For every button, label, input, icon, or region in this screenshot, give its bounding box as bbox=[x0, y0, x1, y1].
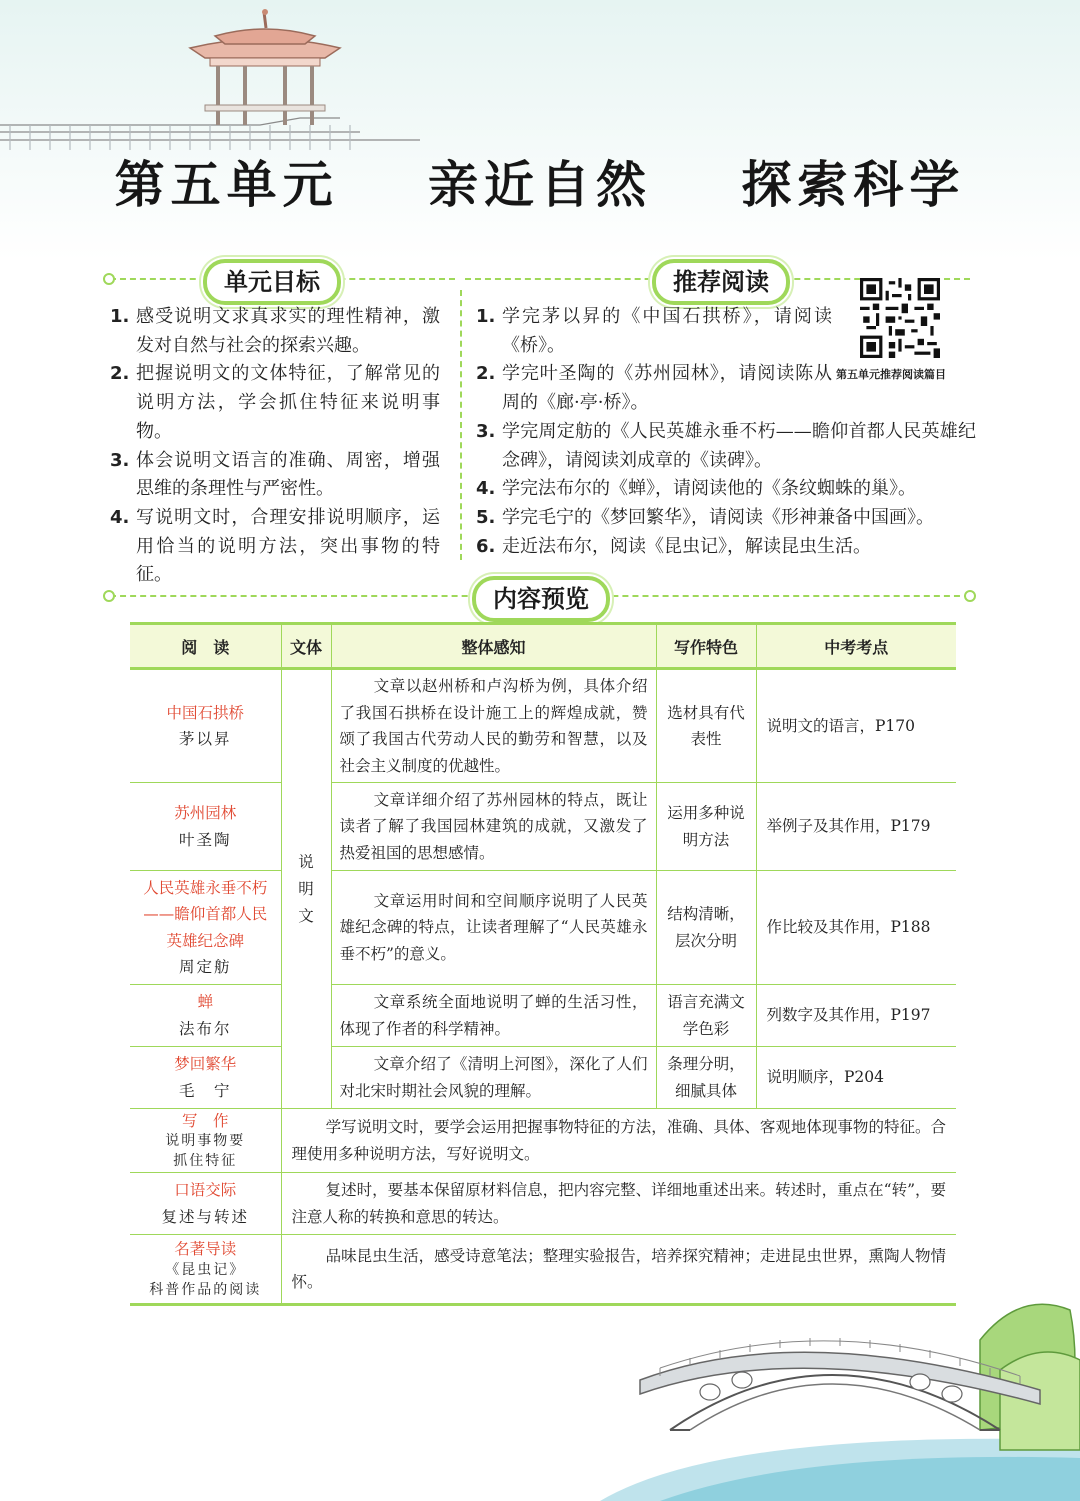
table-row bbox=[130, 783, 956, 871]
unit-theme-1: 亲近自然 bbox=[428, 156, 652, 214]
feature-cell: 选材具有代表性 bbox=[656, 669, 756, 783]
feature-cell: 结构清晰，层次分明 bbox=[656, 871, 756, 985]
table-row bbox=[130, 871, 956, 985]
feature-cell: 条理分明，细腻具体 bbox=[656, 1047, 756, 1109]
classics-desc-cell: 品味昆虫生活，感受诗意笔法；整理实验报告，培养探究精神；走进昆虫世界，熏陶人物情怀。 bbox=[281, 1235, 956, 1305]
overview-cell: 文章以赵州桥和卢沟桥为例，具体介绍了我国石拱桥在设计施工上的辉煌成就，赞颂了我国古代劳动人民的勤劳和智慧，以及社会主义制度的优越性。 bbox=[331, 669, 656, 783]
reading-item: 5. 学完毛宁的《梦回繁华》，请阅读《形神兼备中国画》。 bbox=[476, 506, 934, 528]
feature-cell: 语言充满文学色彩 bbox=[656, 985, 756, 1047]
goals-list bbox=[110, 303, 440, 590]
goal-item: 2. 把握说明文的文体特征，了解常见的说明方法，学会抓住特征来说明事物。 bbox=[110, 363, 440, 442]
frame-dot bbox=[103, 590, 115, 602]
reading-cell: 苏州园林 叶圣陶 bbox=[130, 783, 281, 871]
frame-dot bbox=[964, 590, 976, 602]
unit-number: 第五单元 bbox=[114, 156, 339, 214]
content-preview-table bbox=[130, 622, 956, 1306]
frame-dot bbox=[103, 273, 115, 285]
speaking-desc-cell: 复述时，要基本保留原材料信息，把内容完整、详细地重述出来。转述时，重点在“转”，要注意人称的转换和意思的转达。 bbox=[281, 1173, 956, 1235]
writing-cell: 写 作 说明事物要 抓住特征 bbox=[130, 1109, 281, 1173]
reading-item: 4. 学完法布尔的《蝉》，请阅读他的《条纹蜘蛛的巢》。 bbox=[476, 478, 916, 500]
header-exam-points: 中考考点 bbox=[756, 624, 956, 669]
qr-caption: 第五单元推荐阅读篇目 bbox=[836, 368, 946, 381]
header-genre: 文体 bbox=[281, 624, 331, 669]
exam-point-cell: 列数字及其作用，P197 bbox=[756, 985, 956, 1047]
table-row bbox=[130, 985, 956, 1047]
header-reading: 阅 读 bbox=[130, 624, 281, 669]
reading-cell: 梦回繁华 毛 宁 bbox=[130, 1047, 281, 1109]
preview-section-label: 内容预览 bbox=[472, 576, 610, 622]
reading-item: 6. 走近法布尔，阅读《昆虫记》，解读昆虫生活。 bbox=[476, 535, 871, 557]
goals-section-label: 单元目标 bbox=[203, 259, 341, 305]
writing-desc-cell: 学写说明文时，要学会运用把握事物特征的方法，准确、具体、客观地体现事物的特征。合理使用多种说明方法，写好说明文。 bbox=[281, 1109, 956, 1173]
stone-bridge-illustration bbox=[600, 1280, 1080, 1501]
table-row bbox=[130, 1109, 956, 1173]
exam-point-cell: 说明文的语言，P170 bbox=[756, 669, 956, 783]
unit-title bbox=[0, 145, 1080, 217]
reading-cell: 蝉 法布尔 bbox=[130, 985, 281, 1047]
reading-section-label: 推荐阅读 bbox=[652, 259, 790, 305]
reading-item: 2. 学完叶圣陶的《苏州园林》，请阅读陈从周的《廊·亭·桥》。 bbox=[476, 363, 832, 414]
exam-point-cell: 作比较及其作用，P188 bbox=[756, 871, 956, 985]
goal-item: 1. 感受说明文求真求实的理性精神，激发对自然与社会的探索兴趣。 bbox=[110, 306, 440, 356]
overview-cell: 文章详细介绍了苏州园林的特点，既让读者了解了我国园林建筑的成就，又激发了热爱祖国的思想感情。 bbox=[331, 783, 656, 871]
table-row bbox=[130, 1047, 956, 1109]
exam-point-cell: 说明顺序，P204 bbox=[756, 1047, 956, 1109]
unit-theme-2: 探索科学 bbox=[741, 156, 966, 214]
header-features: 写作特色 bbox=[656, 624, 756, 669]
feature-cell: 运用多种说明方法 bbox=[656, 783, 756, 871]
reading-cell: 中国石拱桥 茅以昇 bbox=[130, 669, 281, 783]
overview-cell: 文章运用时间和空间顺序说明了人民英雄纪念碑的特点，让读者理解了“人民英雄永垂不朽”的意义。 bbox=[331, 871, 656, 985]
classics-cell: 名著导读 《昆虫记》 科普作品的阅读 bbox=[130, 1235, 281, 1305]
speaking-cell: 口语交际 复述与转述 bbox=[130, 1173, 281, 1235]
reading-item: 1. 学完茅以昇的《中国石拱桥》，请阅读《桥》。 bbox=[476, 306, 832, 356]
reading-cell: 人民英雄永垂不朽——瞻仰首都人民英雄纪念碑 周定舫 bbox=[130, 871, 281, 985]
reading-item: 3. 学完周定舫的《人民英雄永垂不朽——瞻仰首都人民英雄纪念碑》，请阅读刘成章的《读碑》。 bbox=[476, 420, 976, 471]
overview-cell: 文章介绍了《清明上河图》，深化了人们对北宋时期社会风貌的理解。 bbox=[331, 1047, 656, 1109]
exam-point-cell: 举例子及其作用，P179 bbox=[756, 783, 956, 871]
qr-code-icon[interactable] bbox=[860, 278, 940, 358]
table-header-row bbox=[130, 624, 956, 669]
overview-cell: 文章系统全面地说明了蝉的生活习性，体现了作者的科学精神。 bbox=[331, 985, 656, 1047]
table-row bbox=[130, 1173, 956, 1235]
table-row bbox=[130, 669, 956, 783]
section-divider bbox=[460, 290, 462, 560]
goal-item: 3. 体会说明文语言的准确、周密，增强思维的条理性与严密性。 bbox=[110, 449, 440, 500]
genre-cell: 说 明 文 bbox=[281, 669, 331, 1109]
goal-item: 4. 写说明文时，合理安排说明顺序，运用恰当的说明方法，突出事物的特征。 bbox=[110, 506, 440, 586]
header-overview: 整体感知 bbox=[331, 624, 656, 669]
